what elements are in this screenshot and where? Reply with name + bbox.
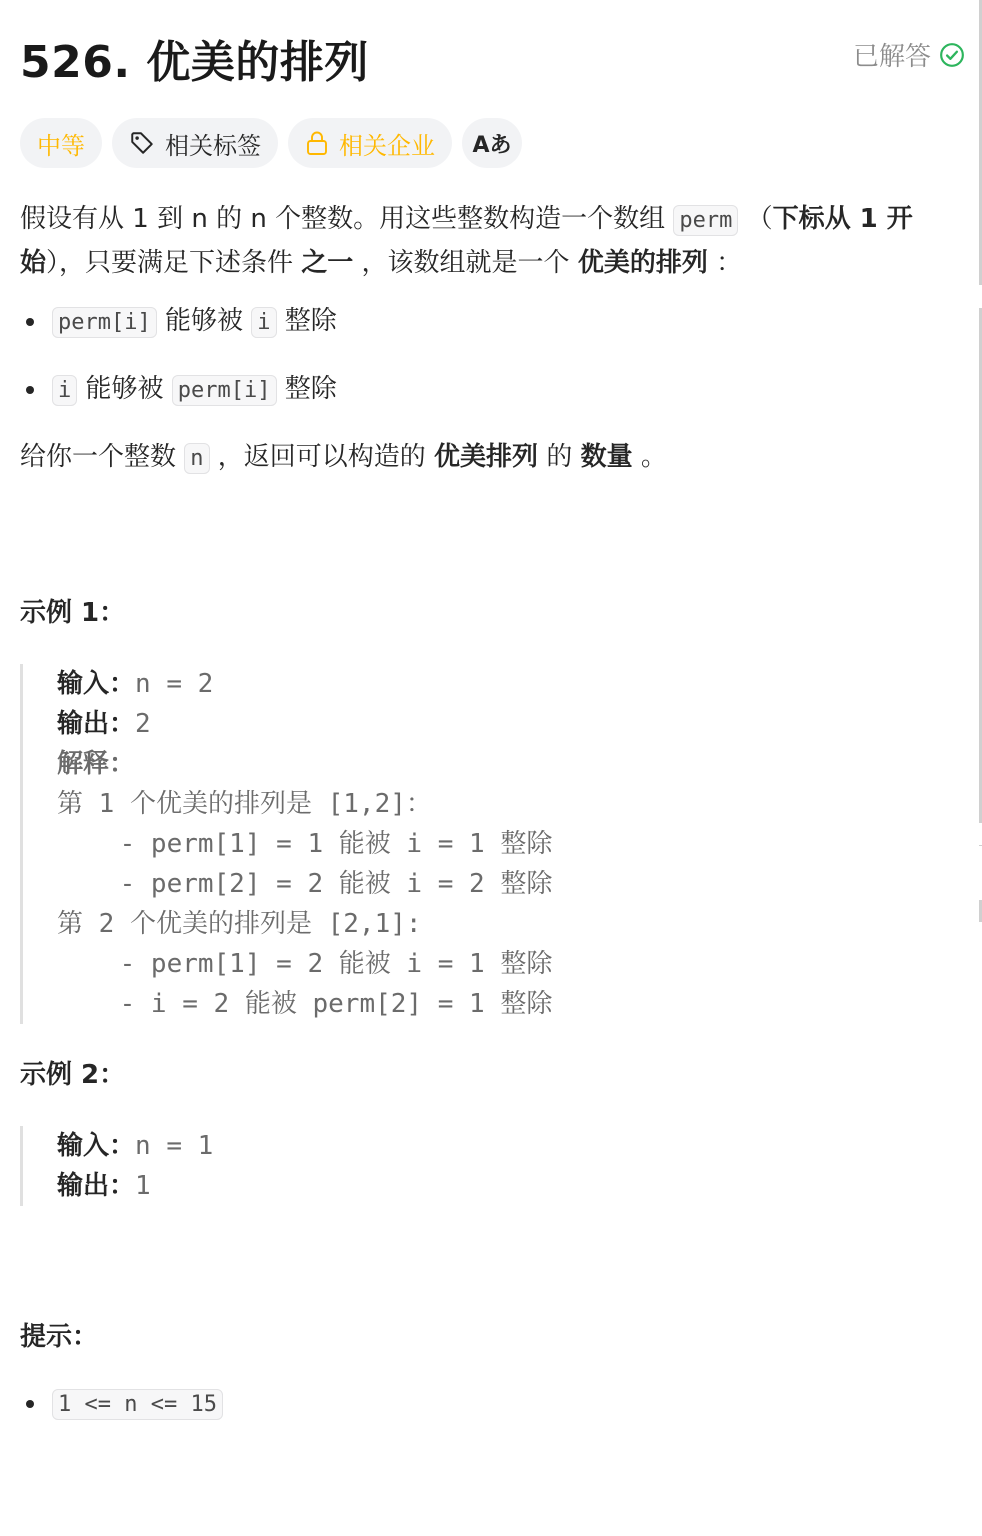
desc-bold: 优美的排列 [577, 248, 708, 278]
explain-line: - i = 2 能被 perm[2] = 1 整除 [57, 989, 553, 1019]
difficulty-label: 中等 [37, 131, 85, 160]
input-value: n = 1 [135, 1131, 214, 1161]
related-tags-button[interactable] [112, 118, 278, 168]
desc-text: ： [707, 248, 743, 278]
hints-list [20, 1382, 965, 1426]
problem-title[interactable]: 526. 优美的排列 [20, 37, 369, 88]
inline-code: perm[i] [52, 307, 157, 338]
inline-code: i [251, 307, 276, 338]
output-label: 输出： [57, 1171, 136, 1201]
explain-line: - perm[2] = 2 能被 i = 2 整除 [57, 869, 553, 899]
input-label: 输入： [57, 669, 136, 699]
inline-code: perm[i] [172, 375, 277, 406]
desc-text: 能够被 [156, 306, 252, 336]
desc-text: ），只要满足下述条件 [46, 248, 302, 278]
explain-line: 第 1 个优美的排列是 [1,2]： [57, 789, 432, 819]
inline-code: i [52, 375, 77, 406]
desc-text: 整除 [276, 306, 337, 336]
example-2-heading: 示例 2： [20, 1060, 126, 1090]
explain-label: 解释： [57, 749, 136, 779]
translate-icon: Aあ [472, 132, 512, 158]
description-paragraph [20, 198, 965, 284]
problem-content [20, 198, 965, 1426]
list-item [20, 300, 965, 344]
related-companies-label: 相关企业 [339, 131, 435, 160]
inline-code: n [184, 443, 209, 474]
condition-list [20, 300, 965, 412]
desc-text: 。 [632, 442, 667, 472]
tag-icon [129, 130, 155, 156]
input-label: 输入： [57, 1131, 136, 1161]
desc-bold: 数量 [580, 442, 633, 472]
solved-label: 已解答 [852, 42, 931, 72]
desc-text: ，返回可以构造的 [209, 442, 435, 472]
desc-text: 假设有从 1 到 n 的 n 个整数。用这些整数构造一个数组 [20, 204, 674, 234]
inline-code: perm [673, 205, 738, 236]
output-label: 输出： [57, 709, 136, 739]
desc-text: （ [738, 204, 773, 234]
desc-text: 给你一个整数 [20, 442, 185, 472]
list-item [20, 368, 965, 412]
desc-text: 整除 [276, 374, 337, 404]
list-item [20, 1382, 965, 1426]
output-value: 1 [135, 1171, 151, 1201]
hints-heading: 提示： [20, 1322, 99, 1352]
lock-icon [305, 130, 329, 156]
related-companies-button[interactable] [288, 118, 452, 168]
example-2-block [20, 1126, 965, 1206]
output-value: 2 [135, 709, 151, 739]
desc-text: 能够被 [77, 374, 172, 404]
desc-text: ，该数组就是一个 [353, 248, 578, 278]
input-value: n = 2 [135, 669, 214, 699]
constraint-code: 1 <= n <= 15 [52, 1389, 223, 1420]
desc-text: 的 [538, 442, 581, 472]
problem-header [20, 22, 965, 86]
difficulty-badge [20, 118, 102, 168]
goal-paragraph [20, 436, 965, 480]
explain-line: - perm[1] = 2 能被 i = 1 整除 [57, 949, 553, 979]
translate-button[interactable] [462, 118, 522, 168]
example-1-heading: 示例 1： [20, 598, 126, 628]
tag-bar [20, 118, 522, 168]
solved-status [853, 36, 965, 73]
explain-line: - perm[1] = 1 能被 i = 1 整除 [57, 829, 553, 859]
example-1-block [20, 664, 965, 1024]
related-tags-label: 相关标签 [165, 131, 261, 160]
desc-bold: 优美排列 [434, 442, 539, 472]
explain-line: 第 2 个优美的排列是 [2,1]: [57, 909, 422, 939]
check-circle-icon [939, 42, 965, 68]
desc-bold: 下标从 1 开始 [20, 204, 913, 278]
desc-bold: 之一 [301, 248, 354, 278]
